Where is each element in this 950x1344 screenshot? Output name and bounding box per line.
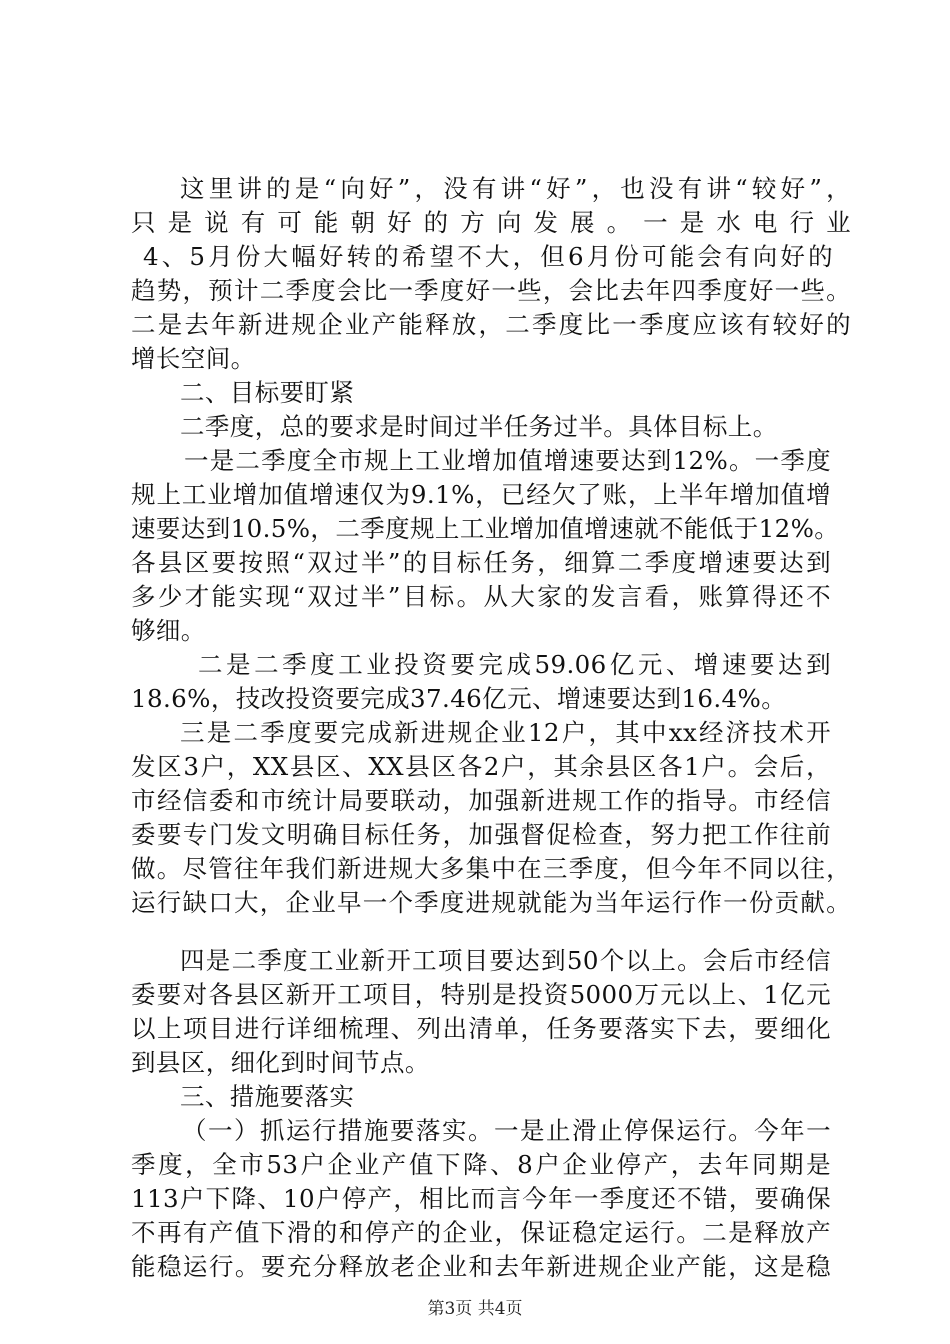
text-line: 做。尽管往年我们新进规大多集中在三季度，但今年不同以往， [131, 854, 851, 883]
text-line: 发区3户，XX县区、XX县区各2户，其余县区各1户。会后， [131, 752, 831, 781]
text-line: 三是二季度要完成新进规企业12户，其中xx经济技术开 [180, 718, 831, 747]
text-line: 二是去年新进规企业产能释放，二季度比一季度应该有较好的 [131, 310, 851, 339]
text-line: 一是二季度全市规上工业增加值增速要达到12%。一季度 [184, 446, 831, 475]
text-line: 能稳运行。要充分释放老企业和去年新进规企业产能，这是稳 [131, 1252, 831, 1281]
text-line: 不再有产值下滑的和停产的企业，保证稳定运行。二是释放产 [131, 1218, 831, 1247]
text-line: 二季度，总的要求是时间过半任务过半。具体目标上。 [180, 412, 778, 441]
text-line: 市经信委和市统计局要联动，加强新进规工作的指导。市经信 [131, 786, 831, 815]
text-line: 增长空间。 [131, 344, 256, 373]
text-line: 委要专门发文明确目标任务，加强督促检查，努力把工作往前 [131, 820, 831, 849]
page-footer: 第3页 共4页 [427, 1299, 523, 1319]
text-line: 二是二季度工业投资要完成59.06亿元、增速要达到 [198, 650, 831, 679]
text-line: 以上项目进行详细梳理、列出清单，任务要落实下去，要细化 [131, 1014, 831, 1043]
text-line: 速要达到10.5%，二季度规上工业增加值增速就不能低于12%。 [131, 514, 840, 543]
text-line: 够细。 [131, 616, 206, 645]
text-line: 各县区要按照“双过半”的目标任务，细算二季度增速要达到 [131, 548, 831, 577]
text-line: 18.6%，技改投资要完成37.46亿元、增速要达到16.4%。 [131, 684, 787, 713]
text-line: 只是说有可能朝好的方向发展。一是水电行业 [131, 208, 851, 237]
text-line: 委要对各县区新开工项目，特别是投资5000万元以上、1亿元 [131, 980, 831, 1009]
text-line: 趋势，预计二季度会比一季度好一些，会比去年四季度好一些。 [131, 276, 851, 305]
text-line: 规上工业增加值增速仅为9.1%，已经欠了账，上半年增加值增 [131, 480, 831, 509]
section-heading: 二、目标要盯紧 [180, 378, 355, 407]
text-line: 113户下降、10户停产，相比而言今年一季度还不错，要确保 [131, 1184, 831, 1213]
section-heading: 三、措施要落实 [180, 1082, 355, 1111]
text-line: 4、5月份大幅好转的希望不大，但6月份可能会有向好的 [143, 242, 833, 271]
text-line: 这里讲的是“向好”，没有讲“好”，也没有讲“较好”， [180, 174, 851, 203]
text-line: 季度，全市53户企业产值下降、8户企业停产，去年同期是 [131, 1150, 831, 1179]
text-line: 多少才能实现“双过半”目标。从大家的发言看，账算得还不 [131, 582, 831, 611]
text-line: 运行缺口大，企业早一个季度进规就能为当年运行作一份贡献。 [131, 888, 851, 917]
text-line: 到县区，细化到时间节点。 [131, 1048, 430, 1077]
text-line: （一）抓运行措施要落实。一是止滑止停保运行。今年一 [182, 1116, 831, 1145]
text-line: 四是二季度工业新开工项目要达到50个以上。会后市经信 [180, 946, 831, 975]
